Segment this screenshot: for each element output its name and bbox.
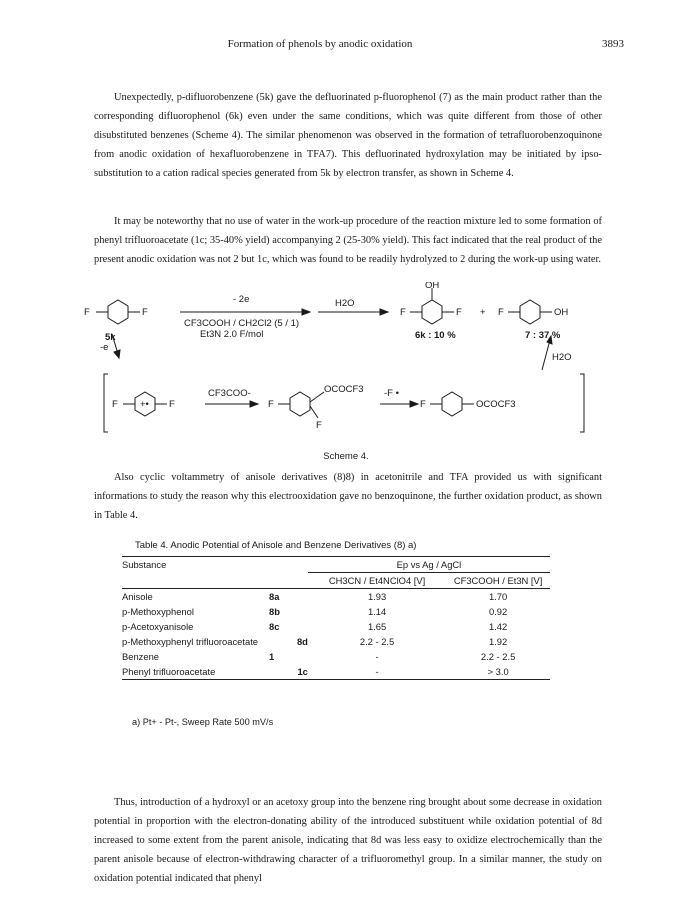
scheme-f-2: F bbox=[142, 307, 148, 318]
scheme-f-1: F bbox=[84, 307, 90, 318]
sigma-complex-ring bbox=[290, 392, 310, 416]
paragraph-1 bbox=[94, 88, 602, 183]
header-ep: Ep vs Ag / AgCl bbox=[308, 557, 550, 573]
paragraph-1-text: Unexpectedly, p-difluorobenzene (5k) gave the defluorinated p-fluorophenol (7) as the main product rather than the corresponding difluorophenol (6k) even under the same conditions, which was quite different from those of other disubstituted benzenes (Scheme 4). The similar phenomenon was observed in the formation of tetrafluorobenzoquinone from anodic oxidation of hexafluorobenzene in TFA7). This defluorinated hydroxylation may be initiated by ipso-substitution to a cation radical species generated from 5k by electron transfer, as shown in Scheme 4. bbox=[94, 92, 602, 179]
scheme-f-10: F bbox=[420, 399, 426, 410]
scheme-label-5k: 5k bbox=[105, 332, 116, 343]
paragraph-2-text: It may be noteworthy that no use of water in the work-up procedure of the reaction mixture led to some formation of phenyl trifluoroacetate (1c; 35-40% yield) accompanying 2 (25-30% yield). This fact indicated that the real product of the present anodic oxidation was not 2 but 1c, which was found to be readily hydrolyzed to 2 during the work-up using water. bbox=[94, 216, 602, 265]
paragraph-3-text: Also cyclic voltammetry of anisole derivatives (8)8) in acetonitrile and TFA provided us with significant informations to study the reason why this electrooxidation gave no benzoquinone, the further oxidation product, as shown in Table 4. bbox=[94, 472, 602, 521]
cell-v1: - bbox=[308, 664, 446, 680]
table-row bbox=[122, 649, 550, 664]
scheme-radical: +• bbox=[140, 399, 149, 410]
paragraph-2 bbox=[94, 212, 602, 269]
cell-v2: 2.2 - 2.5 bbox=[480, 651, 516, 662]
cell-code: 8b bbox=[269, 606, 280, 617]
scheme-f-5: F bbox=[498, 307, 504, 318]
benzene-ring-1c-ester bbox=[442, 392, 462, 416]
running-header-title: Formation of phenols by anodic oxidation bbox=[227, 38, 413, 50]
scheme-4-diagram bbox=[80, 282, 620, 452]
cell-code: 1 bbox=[269, 651, 275, 662]
page-number: 3893 bbox=[602, 38, 624, 50]
cell-v1: - bbox=[375, 651, 379, 662]
cell-v2: 1.70 bbox=[446, 589, 550, 605]
table-row bbox=[122, 664, 550, 680]
scheme-f-6: F bbox=[112, 399, 118, 410]
cell-code: 1c bbox=[269, 664, 308, 680]
benzene-ring-7 bbox=[520, 300, 540, 324]
scheme-plus: + bbox=[480, 307, 486, 318]
scheme-oh-2: OH bbox=[554, 307, 569, 318]
table-row bbox=[122, 604, 550, 619]
header-col1: CH3CN / Et4NClO4 [V] bbox=[328, 575, 426, 586]
scheme-minus-f: -F • bbox=[384, 388, 399, 399]
cell-v2: 0.92 bbox=[488, 606, 508, 617]
scheme-cf3coo: CF3COO- bbox=[208, 388, 251, 399]
scheme-f-4: F bbox=[456, 307, 462, 318]
scheme-label-7: 7 : 37 % bbox=[525, 330, 561, 341]
scheme-minus-e: -e bbox=[100, 342, 109, 353]
scheme-water: H2O bbox=[335, 298, 355, 309]
scheme-f-3: F bbox=[400, 307, 406, 318]
scheme-reagent-mid: CF3COOH / CH2Cl2 (5 / 1) bbox=[184, 318, 300, 329]
cell-v2: 1.42 bbox=[488, 621, 508, 632]
paragraph-4 bbox=[94, 793, 602, 888]
scheme-f-8: F bbox=[268, 399, 274, 410]
cell-substance: Phenyl trifluoroacetate bbox=[122, 664, 269, 680]
scheme-caption: Scheme 4. bbox=[323, 451, 369, 462]
table-title: Table 4. Anodic Potential of Anisole and Benzene Derivatives (8) a) bbox=[135, 540, 417, 551]
scheme-ocof3-1: OCOCF3 bbox=[324, 384, 364, 395]
paragraph-3 bbox=[94, 468, 602, 525]
scheme-ocof3-2: OCOCF3 bbox=[476, 399, 516, 410]
benzene-ring-6k bbox=[422, 300, 442, 324]
header-substance: Substance bbox=[122, 557, 308, 573]
paragraph-4-text: Thus, introduction of a hydroxyl or an acetoxy group into the benzene ring brought about some decrease in oxidation potential in proportion with the electron-donating ability of the introduced substituent while oxidation potential of 8d increased to some extent from the parent anisole, indicating that 8d was less easy to oxidize electrochemically than the parent anisole because of electron-withdrawing character of a trifluoromethyl group. In a similar manner, the study on oxidation potential indicated that phenyl bbox=[94, 797, 602, 884]
table-header-row bbox=[122, 557, 550, 573]
scheme-f-9: F bbox=[316, 420, 322, 431]
cell-v2: > 3.0 bbox=[446, 664, 550, 680]
cell-substance: p-Methoxyphenyl trifluoroacetate bbox=[122, 636, 259, 647]
cell-substance: p-Acetoxyanisole bbox=[122, 621, 194, 632]
cell-code: 8c bbox=[269, 621, 280, 632]
table-subheader-row bbox=[122, 573, 550, 589]
scheme-reagent-bot: Et3N 2.0 F/mol bbox=[200, 329, 264, 340]
table-footnote: a) Pt+ - Pt-, Sweep Rate 500 mV/s bbox=[132, 717, 274, 727]
scheme-reagent-top: - 2e bbox=[233, 294, 250, 305]
header-col2: CF3COOH / Et3N [V] bbox=[453, 575, 543, 586]
table-row bbox=[122, 589, 550, 605]
cell-v1: 1.65 bbox=[367, 621, 387, 632]
cell-substance: p-Methoxyphenol bbox=[122, 606, 194, 617]
table-row bbox=[122, 634, 550, 649]
scheme-f-7: F bbox=[169, 399, 175, 410]
cell-v2: 1.92 bbox=[488, 636, 508, 647]
benzene-ring-5k bbox=[108, 300, 128, 324]
cell-substance: Benzene bbox=[122, 651, 160, 662]
cell-code: 8d bbox=[296, 636, 308, 647]
cell-v1: 1.14 bbox=[367, 606, 387, 617]
scheme-label-6k: 6k : 10 % bbox=[415, 330, 456, 341]
table-row bbox=[122, 619, 550, 634]
anodic-potential-table bbox=[122, 556, 550, 680]
cell-code: 8a bbox=[269, 589, 308, 605]
scheme-water-2: H2O bbox=[552, 352, 572, 363]
cell-v1: 2.2 - 2.5 bbox=[359, 636, 395, 647]
cell-substance: Anisole bbox=[122, 589, 269, 605]
cell-v1: 1.93 bbox=[308, 589, 446, 605]
scheme-oh-1: OH bbox=[425, 282, 440, 291]
